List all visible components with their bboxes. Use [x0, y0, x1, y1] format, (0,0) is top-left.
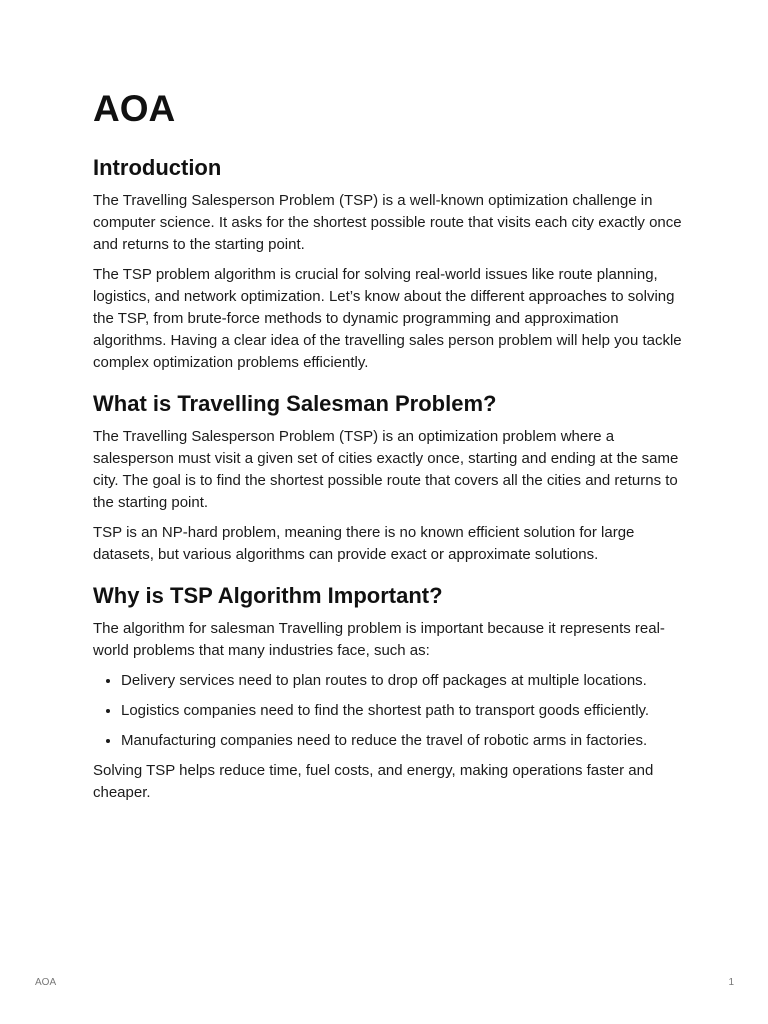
paragraph: Solving TSP helps reduce time, fuel costs, and energy, making operations faster and cheaper.: [93, 762, 654, 801]
document-page: [93, 88, 683, 812]
paragraph: The Travelling Salesperson Problem (TSP) is a well-known optimization challenge in computer science. It asks for the shortest possible route that visits each city exactly once and returns to the starting point.: [93, 192, 682, 253]
paragraph: The algorithm for salesman Travelling problem is important because it represents real-world problems that many industries face, such as:: [93, 620, 665, 659]
list-item: • Delivery services need to plan routes to drop off packages at multiple locations.: [121, 670, 683, 692]
list-item: • Manufacturing companies need to reduce the travel of robotic arms in factories.: [121, 730, 683, 752]
paragraph: TSP is an NP-hard problem, meaning there is no known efficient solution for large datasets, but various algorithms can provide exact or approximate solutions.: [93, 524, 635, 563]
document-title: AOA: [93, 88, 176, 129]
section-introduction: [93, 154, 683, 374]
section-heading: Why is TSP Algorithm Important?: [93, 583, 443, 608]
bullet-list: [93, 670, 683, 752]
section-heading: Introduction: [93, 155, 222, 180]
section-why-tsp-important: [93, 582, 683, 804]
page-number: 1: [728, 977, 734, 988]
list-item: • Logistics companies need to find the shortest path to transport goods efficiently.: [121, 700, 683, 722]
footer-document-name: AOA: [35, 977, 57, 988]
section-what-is-tsp: [93, 390, 683, 566]
paragraph: The TSP problem algorithm is crucial for solving real-world issues like route planning, logistics, and network optimization. Let’s know about the different approaches to solving the TSP, from brute-force methods to dynamic programming and approximation algorithms. Having a clear idea of the travelling sales person problem will help you tackle complex optimization problems efficiently.: [93, 266, 682, 371]
section-heading: What is Travelling Salesman Problem?: [93, 391, 497, 416]
paragraph: The Travelling Salesperson Problem (TSP) is an optimization problem where a salesperson must visit a given set of cities exactly once, starting and ending at the same city. The goal is to find the shortest possible route that covers all the cities and returns to the starting point.: [93, 428, 679, 511]
